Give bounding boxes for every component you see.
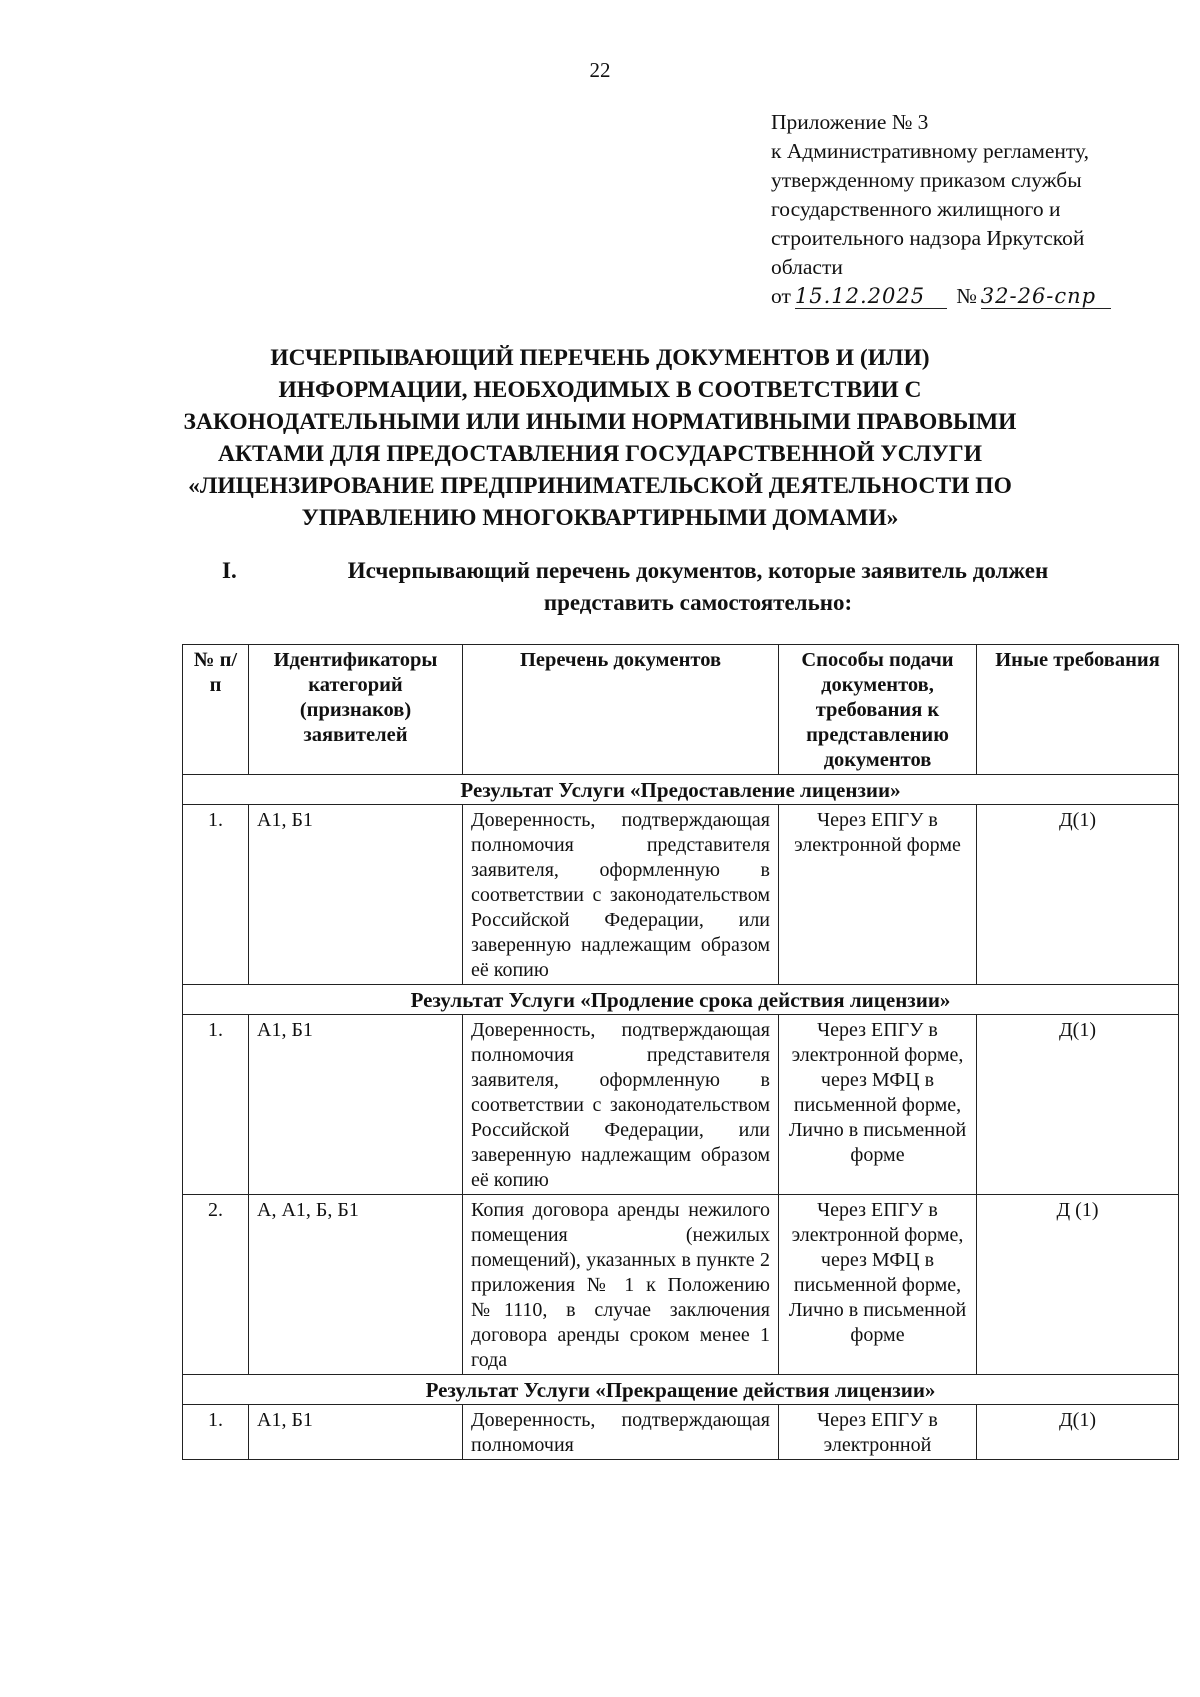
row-documents: Копия договора аренды нежилого помещения (нежилых помещений), указанных в пункте 2 приложения № 1 к Положению №1110, в случае заключения договора аренды сроком менее 1 года (463, 1195, 779, 1375)
title-line: ИНФОРМАЦИИ, НЕОБХОДИМЫХ В СООТВЕТСТВИИ С (278, 377, 922, 403)
section-title: Исчерпывающий перечень документов, которые заявитель должен представить самостоятельно: (347, 558, 1049, 615)
handwritten-date: 15.12.2025 (795, 284, 947, 309)
table-row (183, 1195, 1179, 1375)
row-documents: Доверенность, подтверждающая полномочия (463, 1405, 779, 1460)
header-documents: Перечень документов (463, 645, 779, 775)
row-other-requirements: Д(1) (977, 805, 1179, 985)
appendix-line: к Административному регламенту, (771, 139, 1090, 163)
row-submission-methods: Через ЕПГУ в электронной форме, через МФЦ в письменной форме, Лично в письменной форме (779, 1195, 977, 1375)
header-number: № п/п (183, 645, 249, 775)
row-submission-methods: Через ЕПГУ в электронной форме, через МФЦ в письменной форме, Лично в письменной форме (779, 1015, 977, 1195)
title-line: ЗАКОНОДАТЕЛЬНЫМИ ИЛИ ИНЫМИ НОРМАТИВНЫМИ ПРАВОВЫМИ (183, 409, 1017, 435)
row-identifiers: А1, Б1 (249, 1015, 463, 1195)
handwritten-order-number: 32-26-спр (981, 284, 1111, 309)
row-number: 1. (183, 805, 249, 985)
number-prefix: № (956, 284, 977, 308)
page-number: 22 (589, 58, 611, 82)
header-other-requirements: Иные требования (977, 645, 1179, 775)
section-number: I. (222, 558, 237, 583)
order-date-line (771, 282, 1171, 311)
row-number: 2. (183, 1195, 249, 1375)
row-number: 1. (183, 1405, 249, 1460)
table-row (183, 805, 1179, 985)
result-section-row (183, 1375, 1179, 1405)
header-submission-methods: Способы подачи документов, требования к представлению документов (779, 645, 977, 775)
appendix-block (771, 108, 1171, 311)
row-documents: Доверенность, подтверждающая полномочия представителя заявителя, оформленную в соответствии с законодательством Российской Федерации, или заверенную надлежащим образом её копию (463, 1015, 779, 1195)
table-row (183, 1015, 1179, 1195)
row-other-requirements: Д(1) (977, 1405, 1179, 1460)
appendix-line: строительного надзора Иркутской (771, 226, 1085, 250)
appendix-line: области (771, 255, 843, 279)
appendix-line: Приложение № 3 (771, 110, 929, 134)
row-identifiers: А1, Б1 (249, 1405, 463, 1460)
title-line: УПРАВЛЕНИЮ МНОГОКВАРТИРНЫМИ ДОМАМИ» (301, 505, 899, 531)
result-section-title: Результат Услуги «Продление срока действия лицензии» (183, 985, 1179, 1015)
row-documents: Доверенность, подтверждающая полномочия представителя заявителя, оформленную в соответствии с законодательством Российской Федерации, или заверенную надлежащим образом её копию (463, 805, 779, 985)
title-line: ИСЧЕРПЫВАЮЩИЙ ПЕРЕЧЕНЬ ДОКУМЕНТОВ И (ИЛИ) (270, 345, 930, 371)
row-other-requirements: Д (1) (977, 1195, 1179, 1375)
document-title (0, 342, 1200, 534)
header-identifiers: Идентификаторы категорий (признаков) заявителей (249, 645, 463, 775)
title-line: «ЛИЦЕНЗИРОВАНИЕ ПРЕДПРИНИМАТЕЛЬСКОЙ ДЕЯТЕЛЬНОСТИ ПО (188, 473, 1012, 499)
row-submission-methods: Через ЕПГУ в электронной (779, 1405, 977, 1460)
row-other-requirements: Д(1) (977, 1015, 1179, 1195)
result-section-title: Результат Услуги «Предоставление лицензии» (183, 775, 1179, 805)
title-line: АКТАМИ ДЛЯ ПРЕДОСТАВЛЕНИЯ ГОСУДАРСТВЕННОЙ УСЛУГИ (217, 441, 983, 467)
appendix-line: утвержденному приказом службы (771, 168, 1082, 192)
row-submission-methods: Через ЕПГУ в электронной форме (779, 805, 977, 985)
result-section-row (183, 775, 1179, 805)
row-identifiers: А1, Б1 (249, 805, 463, 985)
row-number: 1. (183, 1015, 249, 1195)
appendix-line: государственного жилищного и (771, 197, 1061, 221)
date-prefix: от (771, 284, 791, 308)
row-identifiers: А, А1, Б, Б1 (249, 1195, 463, 1375)
table-header-row (183, 645, 1179, 775)
result-section-title: Результат Услуги «Прекращение действия лицензии» (183, 1375, 1179, 1405)
result-section-row (183, 985, 1179, 1015)
documents-table (182, 644, 1179, 1460)
table-row (183, 1405, 1179, 1460)
